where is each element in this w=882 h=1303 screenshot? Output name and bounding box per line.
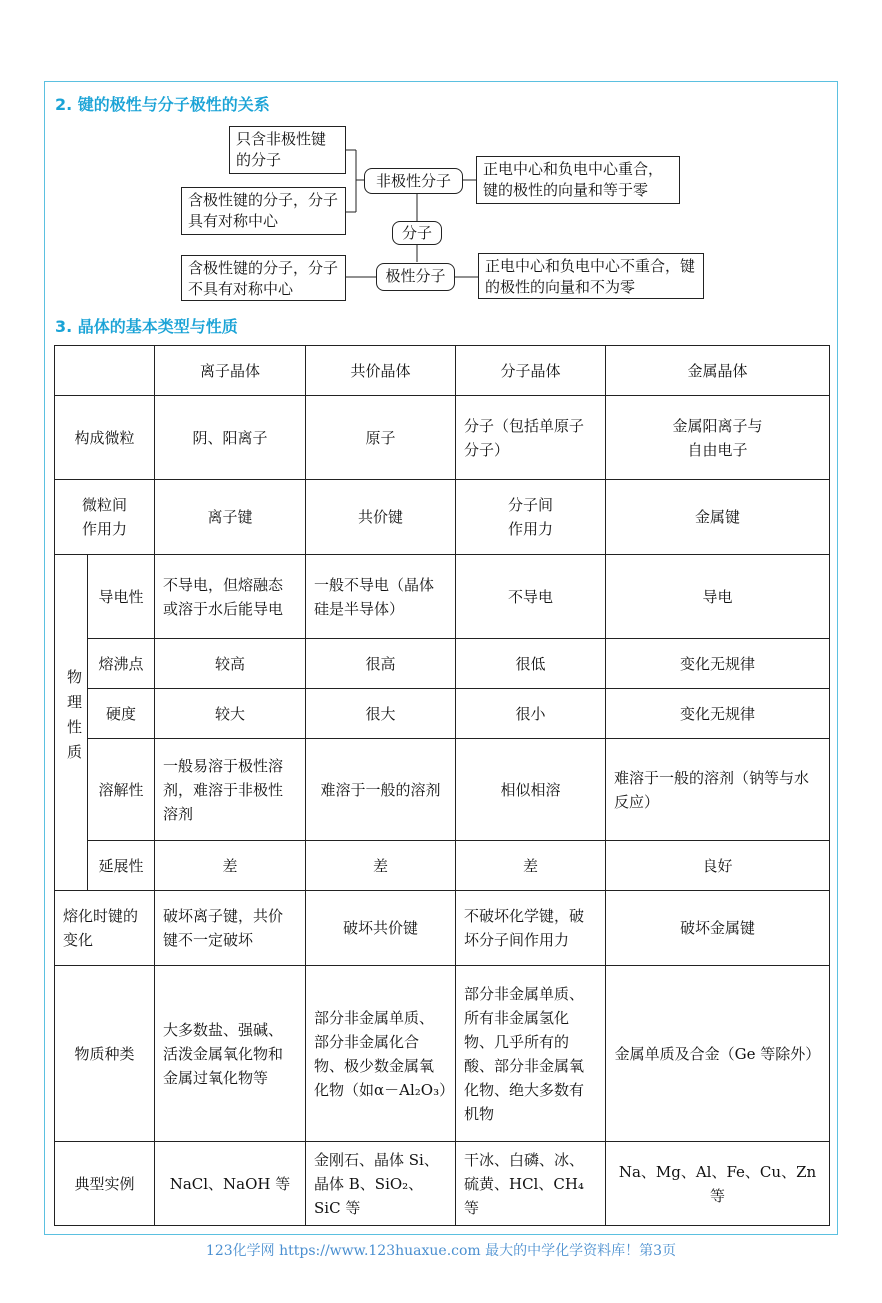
table-cell: 金属单质及合金（Ge 等除外） (606, 966, 830, 1142)
table-cell: 分子（包括单原子分子） (456, 396, 606, 480)
table-cell: 差 (456, 841, 606, 891)
row-label: 典型实例 (55, 1142, 155, 1226)
box-nonpolar-result: 正电中心和负电中心重合，键的极性的向量和等于零 (476, 156, 680, 204)
row-label: 熔沸点 (88, 639, 155, 689)
table-cell: 较大 (155, 689, 306, 739)
node-polar-molecule: 极性分子 (376, 263, 455, 291)
table-cell: 原子 (306, 396, 456, 480)
section2-title: 2. 键的极性与分子极性的关系 (55, 95, 270, 114)
table-cell: 差 (155, 841, 306, 891)
table-cell: 难溶于一般的溶剂 (306, 739, 456, 841)
node-nonpolar-molecule: 非极性分子 (364, 168, 463, 194)
row-label: 导电性 (88, 555, 155, 639)
table-cell: 较高 (155, 639, 306, 689)
header-molecular: 分子晶体 (456, 346, 606, 396)
table-cell: NaCl、NaOH 等 (155, 1142, 306, 1226)
table-cell: 变化无规律 (606, 639, 830, 689)
table-cell: 大多数盐、强碱、活泼金属氧化物和金属过氧化物等 (155, 966, 306, 1142)
row-label: 熔化时键的变化 (55, 891, 155, 966)
physical-properties-group (55, 555, 88, 891)
table-cell: 很小 (456, 689, 606, 739)
table-row (55, 841, 830, 891)
header-blank (55, 346, 155, 396)
table-row (55, 689, 830, 739)
group-label: 物理性质 (65, 669, 83, 769)
table-cell: 很低 (456, 639, 606, 689)
table-row (55, 555, 830, 639)
node-molecule: 分子 (392, 221, 442, 245)
table-cell: 相似相溶 (456, 739, 606, 841)
table-cell: 导电 (606, 555, 830, 639)
section3-title: 3. 晶体的基本类型与性质 (55, 317, 238, 336)
table-cell: 金属键 (606, 480, 830, 555)
table-row (55, 891, 830, 966)
table-cell: 很大 (306, 689, 456, 739)
table-row (55, 639, 830, 689)
row-label: 溶解性 (88, 739, 155, 841)
box-polar-result: 正电中心和负电中心不重合，键的极性的向量和不为零 (478, 253, 704, 299)
box-polar-asymmetric: 含极性键的分子，分子不具有对称中心 (181, 255, 346, 301)
table-cell: 不导电 (456, 555, 606, 639)
table-cell: 一般不导电（晶体硅是半导体） (306, 555, 456, 639)
table-row (55, 396, 830, 480)
table-cell: 不破坏化学键，破坏分子间作用力 (456, 891, 606, 966)
table-cell: 差 (306, 841, 456, 891)
crystal-types-table (54, 345, 830, 1226)
table-cell: 破坏金属键 (606, 891, 830, 966)
header-metallic: 金属晶体 (606, 346, 830, 396)
table-cell: 良好 (606, 841, 830, 891)
table-cell: 金刚石、晶体 Si、晶体 B、SiO₂、SiC 等 (306, 1142, 456, 1226)
table-cell: Na、Mg、Al、Fe、Cu、Zn 等 (606, 1142, 830, 1226)
table-cell: 金属阳离子与自由电子 (606, 396, 830, 480)
table-row (55, 966, 830, 1142)
table-cell: 难溶于一般的溶剂（钠等与水反应） (606, 739, 830, 841)
row-label: 构成微粒 (55, 396, 155, 480)
row-label: 微粒间作用力 (55, 480, 155, 555)
table-cell: 变化无规律 (606, 689, 830, 739)
box-polar-symmetric: 含极性键的分子，分子具有对称中心 (181, 187, 346, 235)
row-label: 物质种类 (55, 966, 155, 1142)
table-cell: 破坏共价键 (306, 891, 456, 966)
table-row (55, 1142, 830, 1226)
header-ionic: 离子晶体 (155, 346, 306, 396)
table-cell: 离子键 (155, 480, 306, 555)
table-header-row (55, 346, 830, 396)
page-footer[interactable]: 123化学网 https://www.123huaxue.com 最大的中学化学资料库！第3页 (205, 1243, 677, 1259)
row-label: 延展性 (88, 841, 155, 891)
table-cell: 很高 (306, 639, 456, 689)
header-covalent: 共价晶体 (306, 346, 456, 396)
table-cell: 一般易溶于极性溶剂，难溶于非极性溶剂 (155, 739, 306, 841)
table-cell: 破坏离子键，共价键不一定破坏 (155, 891, 306, 966)
table-row (55, 480, 830, 555)
table-cell: 部分非金属单质、部分非金属化合物、极少数金属氧化物（如α－Al₂O₃） (306, 966, 456, 1142)
table-row (55, 739, 830, 841)
table-cell: 阴、阳离子 (155, 396, 306, 480)
table-cell: 共价键 (306, 480, 456, 555)
table-cell: 部分非金属单质、所有非金属氢化物、几乎所有的酸、部分非金属氧化物、绝大多数有机物 (456, 966, 606, 1142)
box-nonpolar-bonds-only: 只含非极性键的分子 (229, 126, 346, 174)
row-label: 硬度 (88, 689, 155, 739)
table-cell: 分子间作用力 (456, 480, 606, 555)
table-cell: 干冰、白磷、冰、硫黄、HCl、CH₄ 等 (456, 1142, 606, 1226)
table-cell: 不导电，但熔融态或溶于水后能导电 (155, 555, 306, 639)
